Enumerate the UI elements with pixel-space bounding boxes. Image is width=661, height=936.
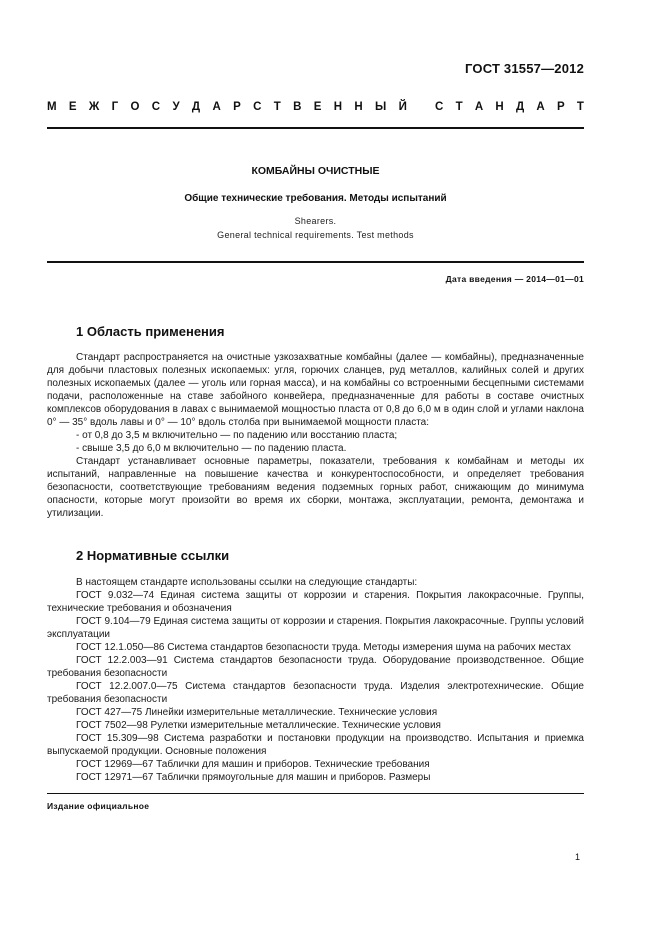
reference-item: ГОСТ 9.104—79 Единая система защиты от коррозии и старения. Покрытия лакокрасочные. Группы условий эксплуатации	[47, 616, 584, 640]
banner-letter: Ж	[88, 101, 100, 113]
banner-letter: Н	[354, 101, 363, 113]
banner-letter: Т	[273, 101, 281, 113]
title-rule	[47, 261, 584, 263]
scope-list-item: - свыше 3,5 до 6,0 м включительно — по падению пласта.	[76, 443, 347, 454]
banner-letter: Ы	[375, 101, 387, 113]
interstate-standard-banner	[47, 101, 584, 113]
reference-item: ГОСТ 7502—98 Рулетки измерительные металлические. Технические условия	[76, 720, 441, 731]
banner-letter: Е	[313, 101, 322, 113]
english-title-line1: Shearers.	[294, 216, 337, 226]
banner-letter: М	[47, 101, 57, 113]
section-2-body	[47, 576, 584, 784]
reference-item: ГОСТ 15.309—98 Система разработки и постановки продукции на производство. Испытания и приемка выпускаемой продукции. Основные положения	[47, 733, 584, 757]
banner-letter: Н	[495, 101, 504, 113]
interstate-word	[47, 101, 407, 113]
section-2-heading: 2 Нормативные ссылки	[76, 548, 230, 563]
english-title-line2: General technical requirements. Test methods	[217, 230, 414, 240]
official-edition-note: Издание официальное	[47, 801, 150, 811]
scope-paragraph: Стандарт устанавливает основные параметры, показатели, требования к комбайнам и методы их испытаний, направленные на повышение качества и конкурентоспособности, и определяет требования безопасности, соответствующие требованиям ведения подземных горных работ, снижающим до минимума опасности, которые могут произойти во время их сборки, монтажа, эксплуатации, ремонта, демонтажа и утилизации.	[47, 456, 584, 519]
banner-letter: Е	[68, 101, 77, 113]
introduction-date: Дата введения — 2014—01—01	[445, 274, 584, 284]
banner-letter: А	[474, 101, 484, 113]
reference-item: ГОСТ 427—75 Линейки измерительные металлические. Технические условия	[76, 707, 438, 718]
banner-letter: Т	[455, 101, 463, 113]
section-1-body	[47, 351, 584, 520]
scope-list-item: - от 0,8 до 3,5 м включительно — по падению или восстанию пласта;	[76, 430, 398, 441]
banner-letter: Р	[556, 101, 565, 113]
header-rule	[47, 127, 584, 129]
references-intro: В настоящем стандарте использованы ссылки на следующие стандарты:	[76, 577, 418, 588]
banner-letter: А	[212, 101, 221, 113]
banner-letter: А	[536, 101, 545, 113]
document-number: ГОСТ 31557—2012	[465, 61, 584, 76]
banner-letter: В	[293, 101, 302, 113]
scope-paragraph: Стандарт распространяется на очистные узкозахватные комбайны (далее — комбайны), предназначенные для добычи пластовых полезных ископаемых: угля, горючих сланцев, руд металлов, калийных солей и других полезных ископаемых (далее — уголь или горная масса), и на комбайны со встроенными бесцепными системами подачи, расположенные на ставе забойного конвейера, предназначенные для работы в составе очистных комплексов оборудования в лавах с вынимаемой мощностью пласта от 0,8 до 6,0 м в один слой и углами наклона 0° — 35° вдоль лавы и 0° — 10° вдоль столба при вынимаемой мощности пласта:	[47, 352, 584, 428]
banner-letter: Т	[576, 101, 584, 113]
reference-item: ГОСТ 12969—67 Таблички для машин и приборов. Технические требования	[76, 759, 430, 770]
section-1-heading: 1 Область применения	[76, 324, 225, 339]
banner-letter: Й	[398, 101, 407, 113]
reference-item: ГОСТ 12.2.003—91 Система стандартов безопасности труда. Оборудование производственное. Общие требования безопасности	[47, 655, 584, 679]
reference-item: ГОСТ 12.1.050—86 Система стандартов безопасности труда. Методы измерения шума на рабочих местах	[76, 642, 571, 653]
footer-rule	[47, 793, 584, 794]
banner-letter: У	[172, 101, 180, 113]
banner-letter: С	[253, 101, 262, 113]
standard-word	[435, 101, 584, 113]
reference-item: ГОСТ 12.2.007.0—75 Система стандартов безопасности труда. Изделия электротехнические. Общие требования безопасности	[47, 681, 584, 705]
document-subtitle: Общие технические требования. Методы испытаний	[184, 193, 447, 204]
reference-item: ГОСТ 12971—67 Таблички прямоугольные для машин и приборов. Размеры	[76, 772, 431, 783]
banner-letter: Д	[191, 101, 201, 113]
banner-letter: Г	[111, 101, 119, 113]
page-number: 1	[574, 852, 580, 862]
banner-letter: С	[151, 101, 161, 113]
banner-letter: С	[435, 101, 444, 113]
banner-letter: Н	[333, 101, 343, 113]
banner-letter: О	[130, 101, 140, 113]
banner-letter: Р	[233, 101, 241, 113]
document-title: КОМБАЙНЫ ОЧИСТНЫЕ	[251, 165, 380, 177]
banner-letter: Д	[515, 101, 525, 113]
reference-item: ГОСТ 9.032—74 Единая система защиты от коррозии и старения. Покрытия лакокрасочные. Группы, технические требования и обозначения	[47, 590, 584, 614]
